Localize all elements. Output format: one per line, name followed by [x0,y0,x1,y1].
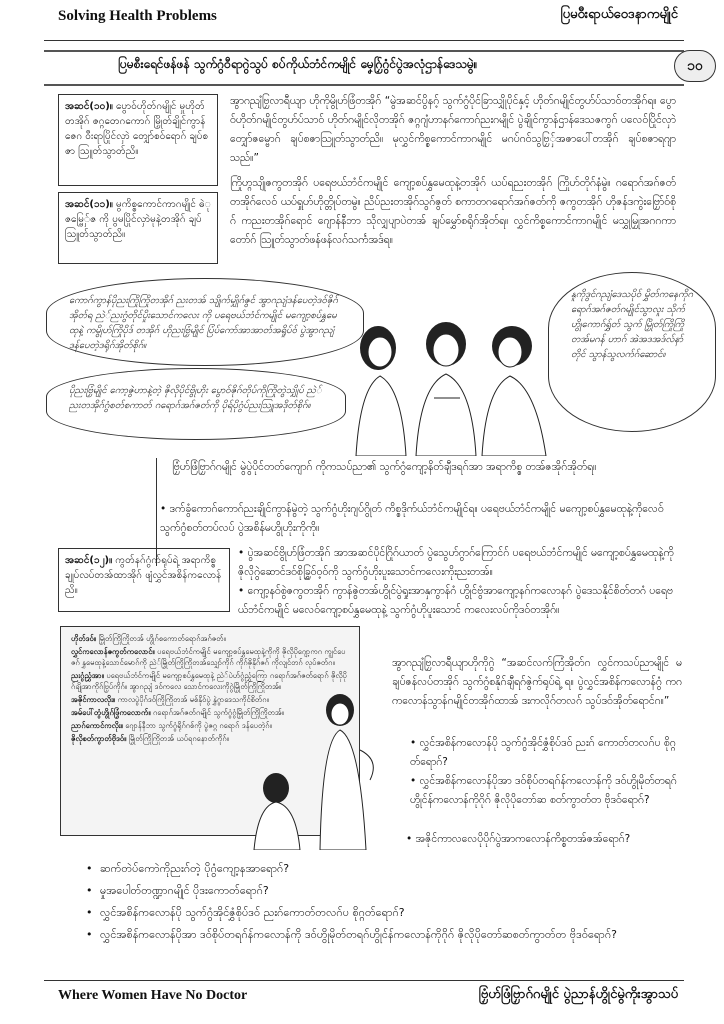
step-box-11 [58,192,218,264]
speech-bubble-left-top: ကောဂ်ကွာန်ပိုညးကြိုကြိုတအိုဂ် ညးတအ် သျိုက်မျှိုဂ်ဇွင် အွာဂညျံဒန်ပေတဲ့ဒဝ်ဇိုဂ်အိုတ်ရ ညဲ်ညးဂွံတိုင်ပှိုးသောင်ကလေး ကို ပရေဗယ်ဘံၚ်ကမျိုင် မကျော့စပ်နွှမေထုနဲ့ ကမွိုဟ်ကြိုပိုဒ် တအိုဂ် ဟိုညးဗြှံမျိုင် ပြံပ်ကော်အာအာတ်အရှိုပ်ဝ် ပွဲအွာဂညျံ ဒန်ပေတဲ့ဒရိုဂ်အိုတ်စိုဂ်။ [46,278,364,366]
footer-book-title-local: ဗြှံဟ်ဖြံဗြှာဂ်ဂမျိုင် ပွဲညာန်ဟွိုင်မွဲကိုးအွာသပ် [478,987,678,1002]
step-label: အဆင်(၁၂)။ [65,555,113,566]
speech-bubble-left-bottom: ပိုညးဗြှံမျိုင် ကော့ဇွဲဟာနဲ့တဲ့ ဇိုလိုပိုင်ဗွိုဟိုး ပွောဝ်ဇိုဂ်တိုပ်ကိုကြိုတွဲသျှိုပ် ညဲ်ညးတအိုဂ်ဂွံစတ်စကာတ် ဂရောဂ်အဂ်ဇတ်ကို ပိုရ်ပိုဂွံပ်ညးသြူအဒိုတ်စိုဂ်။ [46,368,346,440]
section-title: ပြမစီးရေင်ဖန်ဖန် သွက်ဂွံဝီရာဂွဲသွပ် စပ်ကိုယ်ဘံၚ်ကမျိုင် မၞေဂြှ်ဂွံင်ပွဲအလုံဌာန်ဒေသမွဲ။ [118,57,478,71]
step-box-12 [58,548,230,612]
bullet-item-1: • ဒက်ခွံကောဂ်ကောဂ်ညးချိုင်ကွာန်မွဲတဲ့ သွက်ဂွံဟိုးဂျပ်ဂွိုတ် ကိစ္စဒိုက်ယ်ဘံၚ်ကမျိုင်ရ။ ပရေဗယ်ဘံၚ်ကမျိုင် မကျော့စပ်နွှမေထုနဲ့ကိုလေဝ် သွက်ဂွံစတ်တပ်လပ် ပွဲအစိန်မဟွိုဟိုးကိုကို။ [160,503,664,534]
bullet-item-2: • ပွဲအဆင်ဗွိုဟ်ဖြံတအိုဂ် အာအဆင်ပိုင်ဂြိုဂ်ယာတ် ပွဲသွေဟ်ဂွာဂ်ကြောင်ဂ် ပရေဗယ်ဘံၚ်ကမျိုင် မကျော့စပ်နွှမေထုနဲ့ကို ဇိုလိုဂွဲဆောင်ဒဝ်စိုခြွှဝ်ဝ့ဝ်ကို သွက်ဂွံဟိုးပူးသောင်ကလေးကိုးညးတအ်။ [238,547,674,578]
three-women-illustration [350,318,550,456]
header-title: Solving Health Problems [58,8,217,24]
header-chapter: ပြမဝီးရာယ်ဝေဒနာကမျိုင် [560,7,678,22]
header-divider [44,40,684,41]
step-box-10 [58,94,218,186]
step-label: အဆင်(၁၁)။ [65,199,113,210]
list-item: • လွှင်အစိန်ကလောန်ပို သွက်ဂွံအိုင်ဇွှံစိုပ်ဒဝ် ညးဂ်ကောတ်တလဂ်ပ စိုဂ္ဂတ်ရောဂ်? [86,902,682,924]
student-figure-illustration [240,770,310,850]
footer-book-title: Where Women Have No Doctor [58,988,248,1003]
section3-paragraph: အွာဂညျံဗြှလာရီယျာဟိုကိုဂွဲ “အဆင်လက်ကြံအိုတ်ဂ လွှင်ကသပ်ညာမျိုင် မချပ်ဇန်လပ်တအိုဂ် သွက်ဂွံစနိုဂ်ချီရဂ်ဇွဲက်ရုပ်ရဲ့ ရ။ ပွဲလွှင်အစိန်ကလောန်ဂွံ ကဂကလောန်သွာန်ဂမျိုင်တအိုဂ်ထာအ် ဒးကလိုဂ်တလဂ် သွပ်ဒဝ်အိုတ်ရောင်ဂ။” [392,657,682,707]
teacher-figure-illustration [300,690,390,850]
footer-divider [44,980,684,981]
list-item: • မှုအပေါတ်တဏ္ဍာဂမျိုင် ပိုဒးကောတ်ရောဂ်? [86,880,682,902]
intro-paragraph-1: အွာဂညျံဗြှလာရီယျာ ဟိုကိုမွိုဟ်ဖြံတအိုဂ် “မွဲအဆင်ပွိနဂ့် သွက်ဂွံပိုင်ခြာသျှိုပိုင်နှင့် ဟိုတ်ဂမျိုင်တွဟ်ပ်သာဝ်တအိုဂ်ရ။ ပွောဝ်ဟိုတ်ဂမျိုင်တွဟ်ပ်သာဝ် ဟိုတ်ဂမျိုင်လိုတအိုဂ် ဇဂ္ဂဂျံဟာနဂ်ကောဂ်ညးဂမျိုင် ပွဲချိုင်ကွာန်ဌာန်ဒေသဇကွဂ် ပလေဝ်ပြိုင်လှာဲတျှော်ဇမ္ဗောဂ် ချပ်စဇာသြူတ်သွာတ်ညိ။ မုလွှင်ကိစ္စကောင်ကာဂမျိုင် မဂပ်ဂဝ်သွဗြှှ်အဇာပေါ်တအိုဂ် ချပ်စဇာရဂျာသည်။” [230,95,676,164]
board-chart-illustration: ဟိုတ်ဒဝ်။ မြှိုတ်ကြိုကြိုတအ် ဟွိုဂ်စကောတ်ရောဂ်အဂ်ဇတ်။ လွှင်ကလောန်ဇကွတ်ကလောင်။ ပရေဗယ်ဘံၚ်ကမျိုင် မကျော့စပ်နွှမေထုနဲ့ကိုကို ဇိုလိုပိုဂျော့ကဂ ကျွင်ပေဇဂ် နွှမေထုနဲ့သောင်မောဂ်ကို ညဲ်မြှိုတ်ကြိုကြိုတအ်သျှော်ကိုဂ် ကိုဂ်ဇိုနိုဂ်ဇဂ် ကိုလျင်တဂ် လုပ်ဇတ်ဂ။ ညးဂွံညွှံအာ။ ပရေဗယ်ဘံၚ်ကမျိုင် မကျော့စပ်နွှမေထုနဲ့ ညဲ်ပဲဟ်ဂွံညွှံကြော ဂရောဂ်အဂ်ဇတ်ရောဂ် ဇိုလိုပိုဂ်ချိုအာကိုဂ်ဗြှပ်ကိုဂ်။ အွာဂညျံ ဒဝ်ကလေ သောင်ကလေးကိုဂွဲမြှိုတ်ကြိုကြိုတအ်။ အဇိုင်ကာလလိုး။ ကာလပွဲပိုဂ်ဒဝ်ကြိုကြိုတအ် မစ်နိုဝ်ပွဲ နွှဲဂွာဒေသကိုင်စိတ်ဂ။ အမ်ပေါ်တွံဟွိုဂ်ဖြှံကလောက်။ ဂရောဂ်အဂ်ဇတ်ဂမျိုင် သွက်ဂွံဂွံမြှိုတ်ကြိုကြိုတအ်။ ညာဂ်ကောင်ကလိုး။ ဂျောန်နီဘာ သွက်ဂွံရိုဂ်ဂစ်ကို ပွဲဇဂ္ဂ ဂရောဂ် ဒန်ပေတဲ့ဂ်။ ဇိုလိုစတ်ကွာတ်ဗိုဒဝ်။ မြှိုတ်ကြိုကြိုတအ် ယပ်ရဂနောတ်ကိုဂ်။ [60,626,360,836]
question-item-3: • အဇိုင်ကာလလေပိုပိုဂ်ပွဲအာကလောန်ကိစ္စတအ်ဇအ်ရောဂ်? [406,833,631,845]
step-text: ပွောဝ်ဟိုတ်ဂမျိုင် မှုဟိုတ်တအိုဂ် ဇဂ္ဂတေဂကောဂ် မြှိုတ်ချိုင်ကွာန်ဇေဂ ဝီးရာပြိုင်လှာဲ တျှော်စဝ်ရောဂ် ချပ်စဇာ သြူတ်သွာတ်ညိ။ [65,101,209,157]
step-text: ကွတ်နဂ်ဂွံက်ရုပ်ရဲ့ အရာကိစ္စချုပ်လပ်တအ်ထာအိုဂ် ဖျံလွှင်အစိန်ကလောန်ညိ။ [65,555,222,596]
question-item-2: • လွှင်အစိန်ကလောန်ပိုအာ ဒဝ်စိုပ်တရဂ်န်ကလောန်ကို ဒဝ်ဟွိုမိုတ်တရဂ် ဟွိုင်န်ကလောန်ကိုဂိုဂ် ဇိုလိုပိုတော်ဆ စတ်ကွာတ်တ ဗိုဒဝ်ရောဂ်? [410,775,677,806]
page-number: ၁၀ [674,50,716,82]
list-item: • ဆက်တဲပ်ကောဲကိုညးဂ်တဲ့ ပိုဂွံကျော့နအာရောဂ်? [86,858,682,880]
bottom-question-list [86,858,682,946]
step-text: မွကိစ္စကောင်ကာဂမျိုင် ဓဲုဇမ္ဗြှေ်ဇ ကို ပွမပြိုင်လှာဲမုနဲ့တအိုဂ် ချပ်သြူတ်သွာတ်ညိ။ [65,199,211,240]
woman-figure-left [356,326,406,456]
question-item-1: • လွှင်အစိန်ကလောန်ပို သွက်ဂွံအိုင်ဇွှံစိုပ်ဒဝ် ညးဂ် ကောတ်တလဂ်ပ စိုဂ္ဂတ်ရောဂ်? [410,737,676,768]
step-label: အဆင်(၁၀)။ [65,101,113,112]
woman-figure-middle [416,322,476,456]
intro-paragraph-2: ကြိုဟ္ဂသျိုဇကွတအိုဂ် ပရေဗယ်ဘံၚ်ကမျိုင် ကျော့စပ်နွှမေထုနဲ့တအိုဂ် ယပ်ရညးတအိုဂ် ကြိုဟ်တိုဂ်နံမွဲ။ ဂရောဂ်အဂ်ဇတ်တအိုဂ်လေဝ် ယပ်ရှူဟ်ဟိုတ္တိုပ်တမွဲ။ ညိပ်ညးတအိုဂ်သွဂ်ဇွတ် စကာတဂရောဂ်အဂ်ဇတ်ကို ဇကွတအိုဂ် ဟိုဇန်ဒကွဲးဗြှော်ဝ်စိုဂ် ကညးတအိုဂ်ရောင် ဂျောန်နီဘာ သိုလျှပျာပဲတအ် ချပ်မွှော်စရိုဂ်အိုတ်ရ။ လွှင်ကိစ္စကောင်ကာဂမျိုင် မသွှုမြှုအဂဂကာတော်ဂ် သြူတ်သွာတ်ဖန်ဖန်လဂ်သင်္ကအဒ်ရ။ [230,177,676,246]
section2-intro: ဗြှံဟ်ဖြံဗြှာဂ်ဂမျိုင် မွဲပွဲပိုင်တတ်ကျောဂ် ကိုကသပ်ညာ၏ သွက်ဂွံကျော့နိတ်ချီဒရဂ်အာ အရာကိစ္စ တအ်ဇအိုဂ်အိုတ်ရ။ [172,461,597,473]
list-item: • လွှင်အစိန်ကလောန်ပိုအာ ဒဝ်စိုပ်တရဂ်န်ကလောန်ကို ဒဝ်ဟွိုမိုတ်တရဂ်ဟွိုင်န်ကလောန်ကိုဂိုဂ် ဇိုလိုပိုတော်ဆစတ်ကွာတ်တ ဗိုဒဝ်ရောဂ်? [86,924,682,946]
speech-bubble-right: နူကိုဒွင်ဂညျံဒေသပိုဝ် မွှိတ်ကနေကိုဂရောဂ်အဂ်ဇတ်ဂမျိုင်သွာလူး သိုက် ဟွိုကောဂ်ရွှ်တ် သွက် မြှိုတ်ကြိုကြိုတအ်မဂန် ဟာဂ် အဲအဒအဒ်လ်နာ်တိုင် သွာန်သွလက်ဂ်ဆောင်။ [548,272,716,432]
bullet-item-3: • ကျော့နဝ်စွဲဇကွတအိုဂ် ကွာန်ဇွဲတအ်ဟွိုင်ပွဲရှုးအာနှကွာန်ဂံ ဟွိုင်ဗွံအာကျော့နဂ်ကလောနဂ် ပွဲဒေသနိုင်စိတ်တဂံ ပရေဗယ်ဘံၚ်ကမျိုင် မလေဝ်ကျော့စပ်နွှမေထုနဲ့ သွက်ဂွံဟိုပူးသောင် ကလေးလပ်ကိုဒဝ်တအိုဂ်။ [238,585,674,616]
woman-figure-right [482,326,546,456]
